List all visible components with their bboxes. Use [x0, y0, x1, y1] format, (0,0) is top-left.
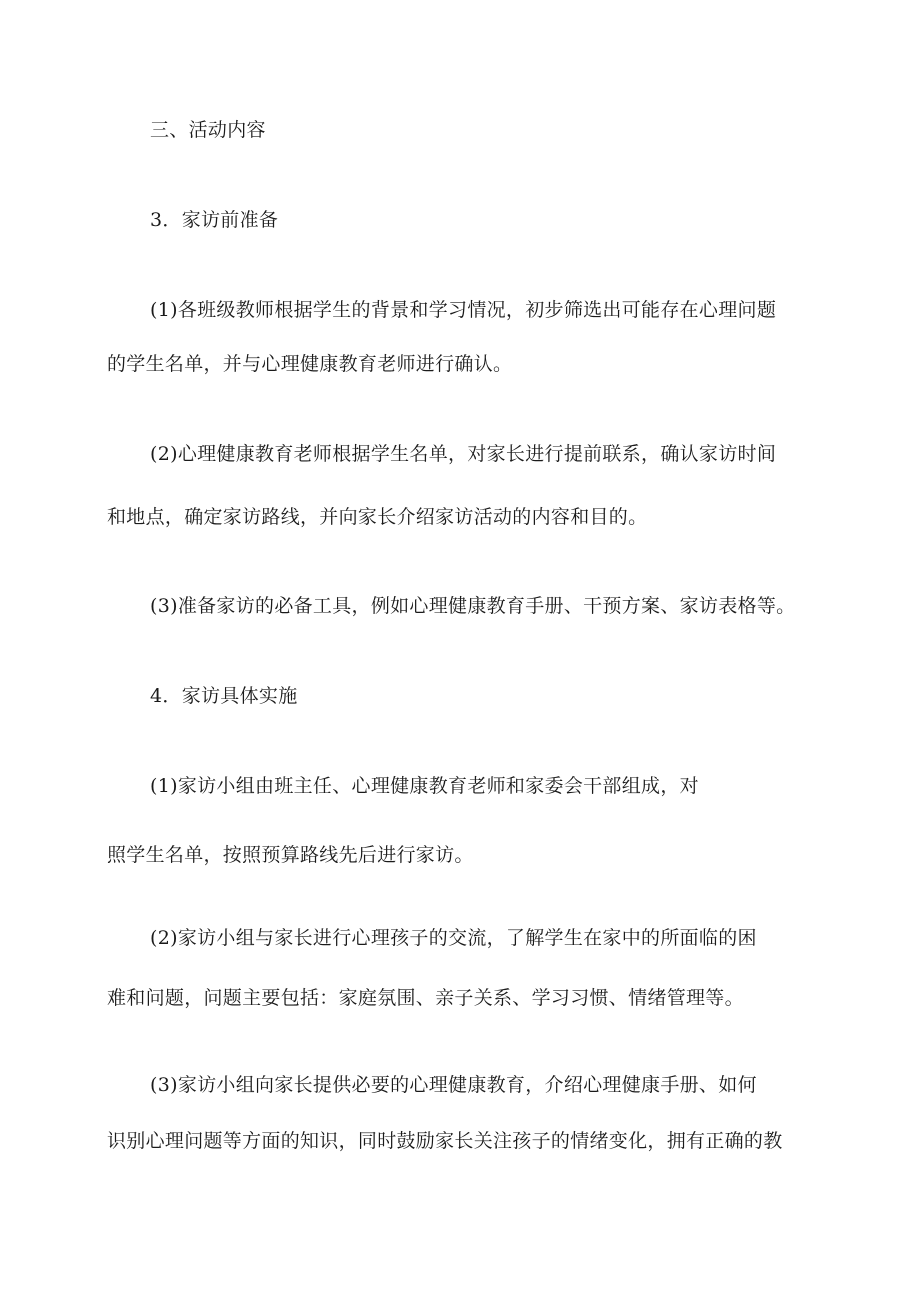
paragraph-4-2-line-1: (2)家访小组与家长进行心理孩子的交流，了解学生在家中的所面临的困: [150, 927, 757, 949]
paragraph-4-3-line-1: (3)家访小组向家长提供必要的心理健康教育，介绍心理健康手册、如何: [150, 1074, 757, 1096]
paragraph-4-3-line-2: 识别心理问题等方面的知识，同时鼓励家长关注孩子的情绪变化，拥有正确的教: [107, 1130, 783, 1152]
subsection-title-3: 3．家访前准备: [150, 209, 279, 231]
paragraph-3-1-line-2: 的学生名单，并与心理健康教育老师进行确认。: [107, 353, 513, 375]
paragraph-3-2-line-1: (2)心理健康教育老师根据学生名单，对家长进行提前联系，确认家访时间: [150, 443, 777, 465]
section-heading: 三、活动内容: [150, 119, 266, 141]
subsection-title-4: 4．家访具体实施: [150, 685, 298, 707]
paragraph-4-1-line-1: (1)家访小组由班主任、心理健康教育老师和家委会干部组成，对: [150, 775, 699, 797]
paragraph-3-3-line-1: (3)准备家访的必备工具，例如心理健康教育手册、干预方案、家访表格等。: [150, 595, 796, 617]
paragraph-3-1-line-1: (1)各班级教师根据学生的背景和学习情况，初步筛选出可能存在心理问题: [150, 299, 777, 321]
paragraph-3-2-line-2: 和地点，确定家访路线，并向家长介绍家访活动的内容和目的。: [107, 506, 648, 528]
paragraph-4-1-line-2: 照学生名单，按照预算路线先后进行家访。: [107, 844, 474, 866]
paragraph-4-2-line-2: 难和问题，问题主要包括：家庭氛围、亲子关系、学习习惯、情绪管理等。: [107, 987, 744, 1009]
